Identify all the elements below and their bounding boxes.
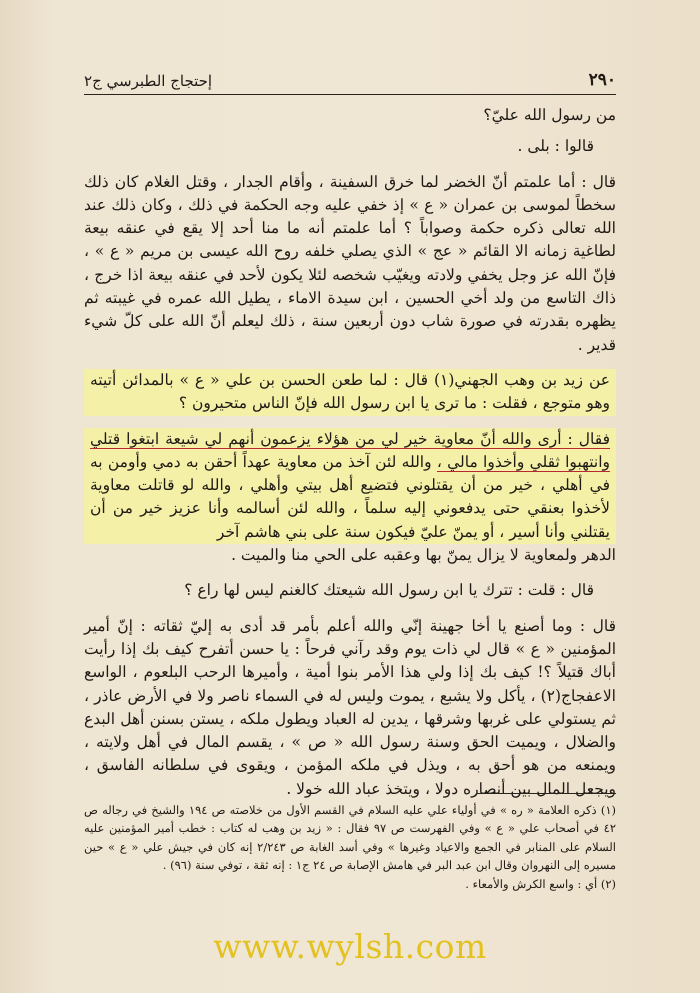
footnote-divider [476,793,616,794]
page-number: ٢٩٠ [588,70,616,90]
paragraph-final-answer: قال : وما أصنع يا أخا جهينة إنّي والله أعلم بأمر قد أدى به إليّ ثقاته : إنّ أمير المؤمنين « ع » قال لي ذات يوم وقد رآني فرحاً : يا حسن أتفرح كيف بك إذا رأيت أباك قتيلاً ؟! كيف بك إذا ولي هذا الأمر بنوا أمية ، وأميرها الرحب البلعوم ، الواسع الاعفجاج(٢) ، يأكل ولا يشبع ، يموت وليس له في السماء ناصر ولا في الأرض عاذر ، ثم يستولي على غربها وشرقها ، يدين له العباد ويطول ملكه ، يستن بسنن أهل البدع والضلال ، ويميت الحق وسنة رسول الله « ص » ، يقسم المال في أهل ولايته ، ويمنعه من هو أحق به ، ويذل في ملكه المؤمن ، ويقوى في سلطانه الفاسق ، ويجعل المال بين أنصاره دولا ، ويتخذ عباد الله خولا . [84,616,616,798]
footnote-2: (٢) أي : واسع الكرش والأمعاء . [465,876,616,891]
running-title: إحتجاج الطبرسي ج٢ [84,72,213,90]
paragraph-answer: قالوا : بلى . [517,137,594,156]
paragraph-followup-question: قال : قلت : تترك يا ابن رسول الله شيعتك كالغنم ليس لها راع ؟ [184,581,594,600]
paragraph-zayd-highlighted: عن زيد بن وهب الجهني(١) قال : لما طعن الحسن بن علي « ع » بالمدائن أتيته وهو متوجع ، فقلت : ما ترى يا ابن رسول الله فإنّ الناس متحيرون ؟ [84,369,616,416]
highlighted-passage: والله لئن آخذ من معاوية عهداً أحقن به دمي وأومن به في أهلي ، خير من أن يقتلوني فتضيع أهل بيتي وأهلي ، والله لو قاتلت معاوية لأخذوا بعنقي حتى يدفعوني إليه سلماً ، والله لئن أسالمه وأنا عزيز خير من أن يقتلني وأنا أسير ، أو يمنّ عليّ فيكون سنة على بني هاشم آخر [90,452,610,541]
paragraph-question: من رسول الله عليّ؟ [483,106,616,124]
paragraph-hasan-reply-end: الدهر ولمعاوية لا يزال يمنّ بها وعقبه على الحي منا والميت . [231,546,616,565]
site-watermark: www.wylsh.com [213,927,487,966]
paragraph-hasan-reply-highlighted [84,428,616,544]
page-header [84,60,616,95]
main-text [84,104,616,801]
footnotes [84,801,616,893]
underlined-passage: فقال : أرى والله أنّ معاوية خير لي من هؤلاء يزعمون أنهم لي شيعة ابتغوا قتلي وانتهبوا ثقلي وأخذوا مالي ، [90,429,610,471]
paragraph-khidr: قال : أما علمتم أنّ الخضر لما خرق السفينة ، وأقام الجدار ، وقتل الغلام كان ذلك سخطاً لموسى بن عمران « ع » إذ خفي عليه وجه الحكمة في ذلك ، وكان ذلك عند الله تعالى ذكره حكمة وصواباً ؟ أما علمتم أنه ما منا أحد إلا يقع في عنقه بيعة لطاغية زمانه الا القائم « عج » الذي يصلي خلفه روح الله عيسى بن مريم « ع » ، فإنّ الله عز وجل يخفي ولادته ويغيّب شخصه لئلا يكون لأحد في عنقه بيعة اذا خرج ، ذاك التاسع من ولد أخي الحسين ، ابن سيدة الاماء ، يطيل الله عمره في غيبته ثم يظهره بقدرته في صورة شاب دون أربعين سنة ، ذلك ليعلم أنّ الله على كلّ شيء قدير . [84,172,616,354]
footnote-1: (١) ذكره العلامة « ره » في أولياء علي عليه السلام في القسم الأول من خلاصته ص ١٩٤ والشيخ في رجاله ص ٤٢ في أصحاب علي « ع » وفي الفهرست ص ٩٧ فقال : « زيد بن وهب له كتاب : خطب أمير المؤمنين عليه السلام على المنابر في الجمع والاعياد وغيرها » وفي أسد الغابة ص ٢/٢٤٣ إنه كان في جيش علي « ع » حين مسيره إلى النهروان وقال ابن عبد البر في هامش الإصابة ص ٢٤ ج١ : إنه ثقة ، توفي سنة (٩٦) . [84,803,616,873]
